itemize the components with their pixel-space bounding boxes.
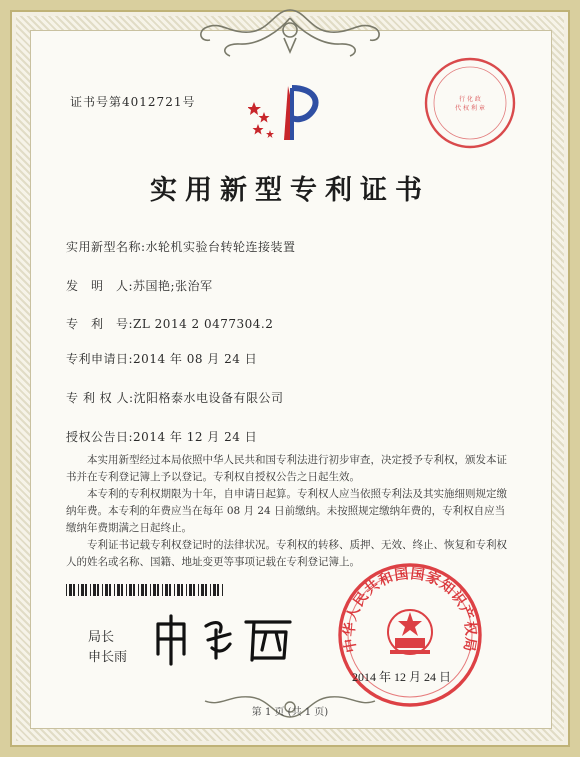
director-signature-icon — [150, 610, 300, 670]
national-seal-text: 中华人民共和国国家知识产权局 — [341, 566, 479, 654]
field-patent-number — [66, 315, 273, 332]
barcode-icon — [66, 584, 226, 596]
body-paragraph: 专利证书记载专利权登记时的法律状况。专利权的转移、质押、无效、终止、恢复和专利权人的姓名或名称、国籍、地址变更等事项记载在专利登记簿上。 — [66, 539, 507, 568]
field-utility-model-name — [66, 238, 296, 255]
certificate-number — [70, 93, 195, 110]
field-application-date — [66, 350, 257, 367]
certificate-number-suffix: 号 — [182, 95, 196, 109]
top-ornament-icon — [190, 0, 390, 70]
office-stamp-icon — [422, 55, 518, 151]
certificate-title: 实用新型专利证书 — [150, 175, 430, 206]
certificate-body — [66, 452, 514, 571]
field-value: 水轮机实验台转轮连接装置 — [145, 240, 296, 254]
svg-text:行 化 政: 行 化 政 — [459, 96, 481, 103]
body-paragraph: 本专利的专利权期限为十年，自申请日起算。专利权人应当依照专利法及其实施细则规定缴纳年费。本专利的年费应当在每年 08 月 24 日前缴纳。未按照规定缴纳年费的，专利权自应当缴纳年费期满之日起终止。 — [66, 488, 507, 534]
field-label: 专利申请日: — [66, 352, 134, 366]
field-value: ZL 2014 2 0477304.2 — [133, 317, 274, 331]
director-title: 局长 — [88, 630, 115, 645]
field-label: 专 利 号: — [66, 317, 134, 331]
field-value: 苏国艳;张治军 — [133, 279, 213, 293]
field-label: 发 明 人: — [66, 279, 134, 293]
field-label: 专 利 权 人: — [66, 391, 134, 405]
field-value: 沈阳格泰水电设备有限公司 — [133, 391, 284, 405]
field-value: 2014 年 12 月 24 日 — [133, 430, 258, 444]
patent-office-logo-icon — [248, 82, 328, 144]
certificate-number-label: 证书号第 — [70, 95, 123, 109]
body-paragraph: 本实用新型经过本局依照中华人民共和国专利法进行初步审查，决定授予专利权，颁发本证书并在专利登记簿上予以登记。专利权自授权公告之日起生效。 — [66, 454, 507, 483]
field-grant-date — [66, 428, 257, 445]
field-label: 授权公告日: — [66, 430, 134, 444]
national-seal-icon — [335, 560, 485, 710]
page-number: 第 1 页 (共 1 页) — [251, 707, 329, 718]
field-inventor — [66, 277, 213, 294]
field-label: 实用新型名称: — [66, 240, 146, 254]
svg-text:代 权 利 章: 代 权 利 章 — [455, 105, 485, 112]
certificate-number-value: 4012721 — [122, 95, 183, 109]
field-value: 2014 年 08 月 24 日 — [133, 352, 258, 366]
issue-date: 2014 年 12 月 24 日 — [352, 670, 452, 684]
director-name: 申长雨 — [88, 650, 128, 665]
field-patentee — [66, 389, 284, 406]
